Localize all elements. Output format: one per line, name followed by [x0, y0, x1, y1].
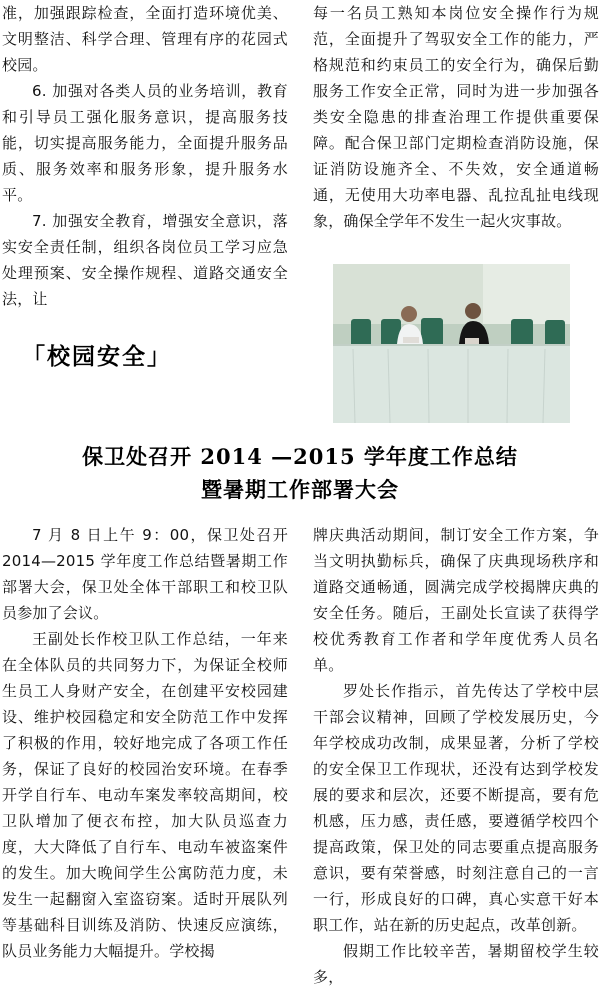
top-right-column — [313, 0, 599, 258]
article-headline — [0, 440, 600, 506]
meeting-photo — [333, 264, 570, 423]
bottom-right-column — [313, 522, 599, 986]
top-left-column — [2, 0, 288, 308]
paragraph: 罗处长作指示，首先传达了学校中层干部会议精神，回顾了学校发展历史，今年学校成功改制，成果显著，分析了学校的安全保卫工作现状，还没有达到学校发展的要求和层次，还要不断提高，要有危机感，压力感，责任感，要遵循学校四个提高政策，保卫处的同志要重点提高服务意识，要有荣誉感，时刻注意自己的一言一行，形成良好的口碑，真心实意干好本职工作，站在新的历史起点，改革创新。 — [313, 682, 599, 934]
section-label: 「校园安全」 — [22, 343, 172, 370]
paragraph: 7 月 8 日上午 9：00，保卫处召开 2014—2015 学年度工作总结暨暑期工作部署大会，保卫处全体干部职工和校卫队员参加了会议。 — [2, 526, 288, 622]
headline-line-1: 保卫处召开 2014 —2015 学年度工作总结 — [82, 444, 518, 469]
paragraph: 每一名员工熟知本岗位安全操作行为规范，全面提升了驾驭安全工作的能力，严格规范和约束员工的安全行为，确保后勤服务工作安全正常，同时为进一步加强各类安全隐患的排查治理工作提供重要保障。配合保卫部门定期检查消防设施，保证消防设施齐全、不失效，安全通道畅通，无使用大功率电器、乱拉乱扯电线现象，确保全学年不发生一起火灾事故。 — [313, 4, 599, 230]
paragraph: 7. 加强安全教育，增强安全意识，落实安全责任制，组织各岗位员工学习应急处理预案、安全操作规程、道路交通安全法，让 — [2, 212, 288, 308]
paragraph: 牌庆典活动期间，制订安全工作方案，争当文明执勤标兵，确保了庆典现场秩序和道路交通畅通，圆满完成学校揭牌庆典的安全任务。随后，王副处长宣读了获得学校优秀教育工作者和学年度优秀人员名单。 — [313, 526, 599, 674]
paragraph: 王副处长作校卫队工作总结，一年来在全体队员的共同努力下，为保证全校师生员工人身财产安全，在创建平安校园建设、维护校园稳定和安全防范工作中发挥了积极的作用，较好地完成了各项工作任务，保证了良好的校园治安环境。在春季开学自行车、电动车案发率较高期间，校卫队增加了便衣布控，加大队员巡查力度，大大降低了自行车、电动车被盗案件的发生。加大晚间学生公寓防范力度，未发生一起翻窗入室盗窃案。适时开展队列等基础科目训练及消防、快速反应演练，队员业务能力大幅提升。学校揭 — [2, 630, 288, 960]
headline-line-2: 暨暑期工作部署大会 — [201, 477, 399, 502]
paragraph: 准，加强跟踪检查，全面打造环境优美、文明整洁、科学合理、管理有序的花园式校园。 — [2, 4, 288, 74]
paragraph: 假期工作比较辛苦，暑期留校学生较多， — [313, 942, 599, 986]
paragraph: 6. 加强对各类人员的业务培训，教育和引导员工强化服务意识，提高服务技能，切实提高服务能力，全面提升服务品质、服务效率和服务形象，提升服务水平。 — [2, 82, 288, 204]
bottom-left-column — [2, 522, 288, 977]
